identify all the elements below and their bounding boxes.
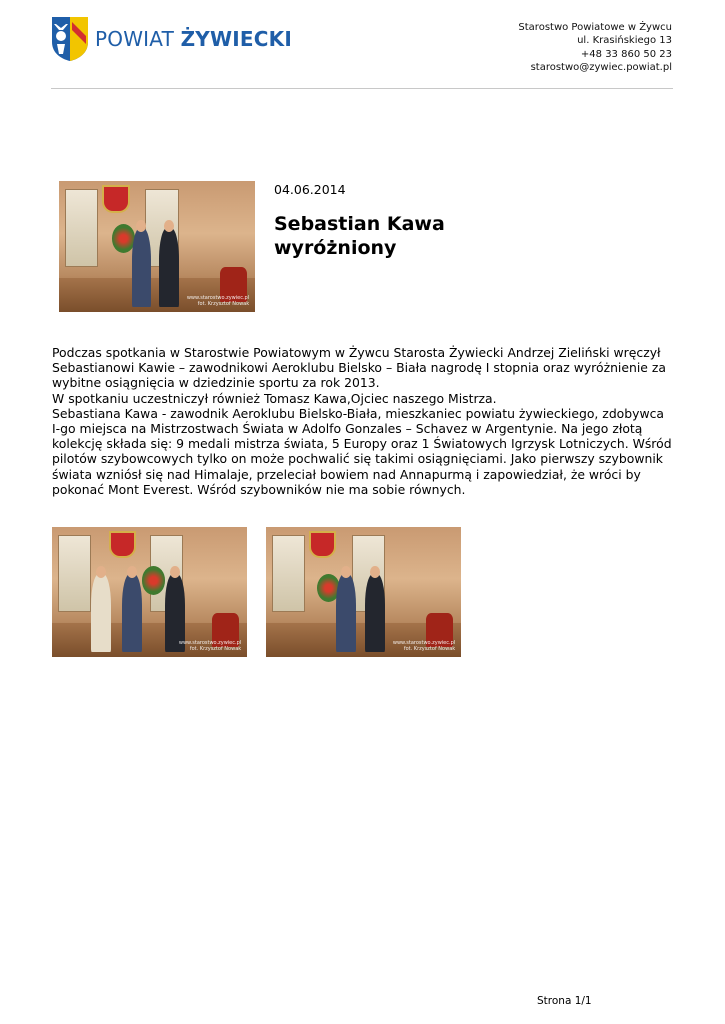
- logo-text: POWIAT ŻYWIECKI: [95, 27, 292, 51]
- photo-watermark: www.starostwo.zywiec.pl fot. Krzysztof Nowak: [392, 639, 456, 652]
- article-date: 04.06.2014: [274, 182, 346, 197]
- gallery-photo-2[interactable]: [266, 527, 461, 657]
- article-paragraph: W spotkaniu uczestniczył również Tomasz Kawa,Ojciec naszego Mistrza.: [52, 390, 497, 406]
- article-body: [52, 345, 674, 497]
- header-divider: [51, 88, 673, 89]
- photo-watermark: www.starostwo.zywiec.pl fot. Krzysztof Nowak: [178, 639, 242, 652]
- article-title: Sebastian Kawa wyróżniony: [274, 213, 445, 259]
- logo: [51, 16, 292, 62]
- coat-of-arms-icon: [51, 16, 89, 62]
- photo-watermark: www.starostwo.zywiec.pl fot. Krzysztof Nowak: [186, 294, 250, 307]
- article-paragraph: Sebastiana Kawa - zawodnik Aeroklubu Bielsko-Biała, mieszkaniec powiatu żywieckiego, zdobywca I-go miejsca na Mistrzostwach Świata w Adolfo Gonzales – Schavez w Argentynie. Na jego złotą kolekcję składa się: 9 medali mistrza świata, 5 Europy oraz 1 Światowych Igrzysk Lotniczych. Wśród pilotów szybowcowych tylko on może pochwalić się takimi osiągnięciami. Jako pierwszy szybownik świata wzniósł się nad Himalaje, przeleciał bowiem nad Annapurmą i zapowiedział, że wróci by pokonać Mont Everest. Wśród szybowników nie ma sobie równych.: [52, 405, 672, 497]
- main-photo[interactable]: [59, 181, 255, 312]
- contact-email: starostwo@zywiec.powiat.pl: [530, 61, 672, 73]
- contact-block: [518, 21, 672, 74]
- contact-office: Starostwo Powiatowe w Żywcu: [518, 22, 672, 33]
- article-paragraph: Podczas spotkania w Starostwie Powiatowym w Żywcu Starosta Żywiecki Andrzej Zieliński wręczył Sebastianowi Kawie – zawodnikowi Aeroklubu Bielsko – Biała nagrodę I stopnia oraz wyróżnienie za wybitne osiągnięcia w dziedzinie sportu za rok 2013.: [52, 345, 666, 391]
- contact-address: ul. Krasińskiego 13: [577, 35, 672, 47]
- page-number: Strona 1/1: [537, 995, 592, 1007]
- gallery-photo-1[interactable]: [52, 527, 247, 657]
- contact-phone: +48 33 860 50 23: [580, 48, 672, 60]
